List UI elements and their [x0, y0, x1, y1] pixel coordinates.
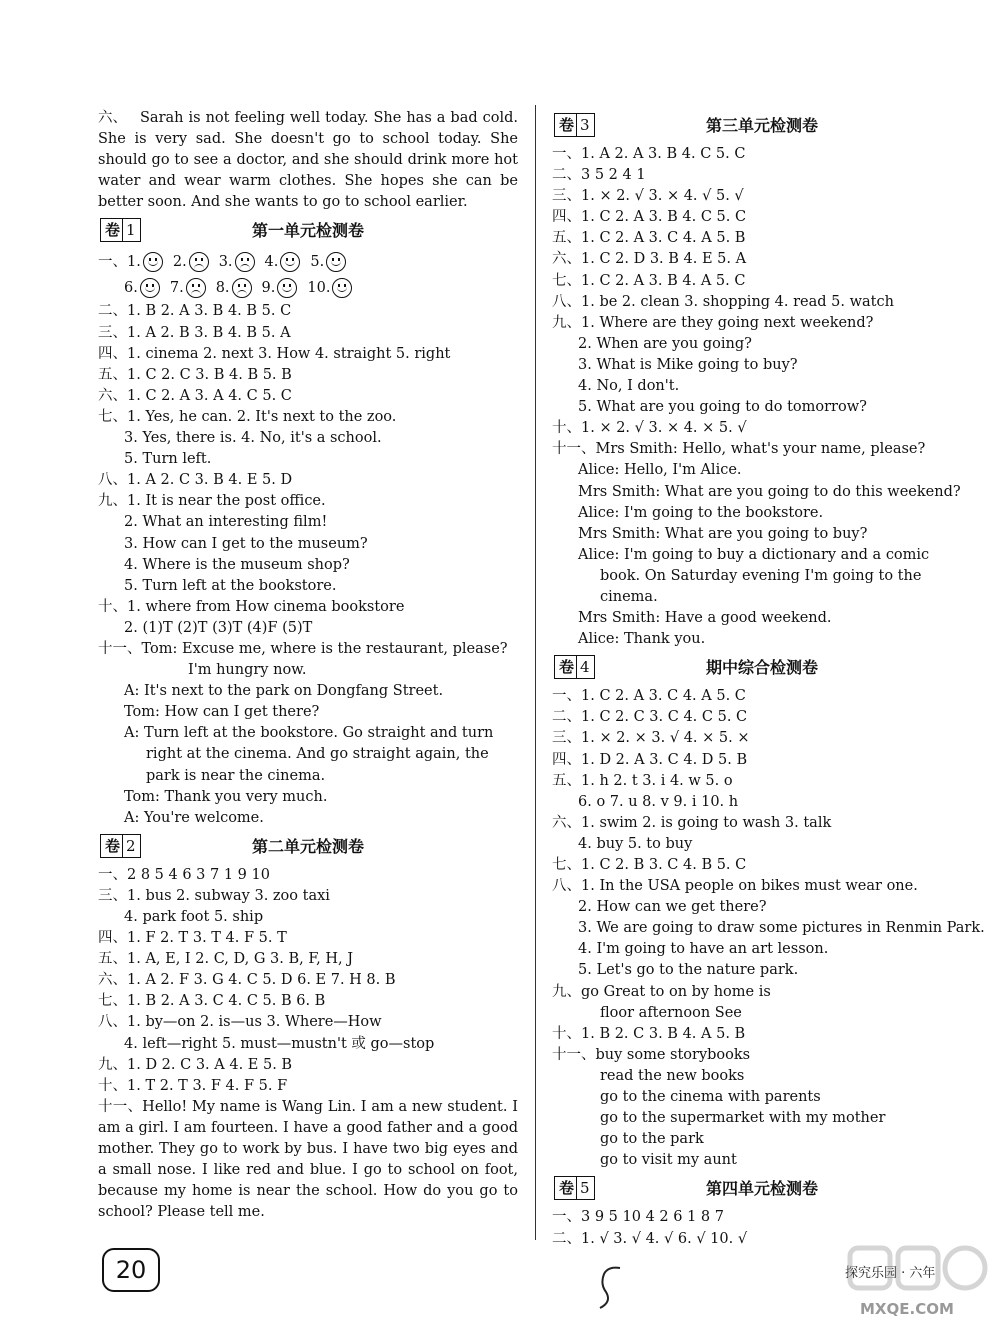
smiley-face-icon [143, 252, 163, 272]
answer-line: go to the cinema with parents [600, 1089, 821, 1106]
answer-line: 十、1. × 2. √ 3. × 4. × 5. √ [552, 420, 747, 437]
section-header-1 [98, 215, 518, 245]
answer-line: 一、2 8 5 4 6 3 7 1 9 10 [98, 866, 270, 883]
answer-line: 三、1. × 2. × 3. √ 4. × 5. × [552, 730, 750, 747]
answer-line: 十、1. B 2. C 3. B 4. A 5. B [552, 1025, 746, 1042]
answer-line: Tom: Thank you very much. [124, 788, 328, 805]
answer-line: 一、3 9 5 10 4 2 6 1 8 7 [552, 1209, 724, 1226]
answer-line: 3. What is Mike going to buy? [578, 356, 798, 373]
answer-line: 5. Turn left at the bookstore. [124, 577, 337, 594]
sad-face-icon [189, 252, 209, 272]
sad-face-icon [186, 278, 206, 298]
answer-line: 2. When are you going? [578, 335, 752, 352]
answer-line: book. On Saturday evening I'm going to the [600, 567, 922, 584]
smiley-face-icon [280, 252, 300, 272]
answer-line: 九、1. D 2. C 3. A 4. E 5. B [98, 1056, 293, 1073]
face-answer [219, 249, 255, 275]
face-number: 8. [215, 280, 230, 297]
answer-line: 三、1. × 2. √ 3. × 4. √ 5. √ [552, 188, 744, 205]
face-number: 5. [310, 254, 325, 271]
answer-line: 4. I'm going to have an art lesson. [578, 941, 829, 958]
face-number: 2. [172, 254, 187, 271]
section-2-answers [98, 865, 518, 1097]
face-number: 3. [218, 254, 233, 271]
answer-line: 4. park foot 5. ship [124, 909, 264, 925]
face-number: 10. [307, 280, 331, 297]
smiley-face-icon [332, 278, 352, 298]
smiley-face-icon [140, 278, 160, 298]
intro-text: Sarah is not feeling well today. She has a bad cold. She is very sad. She doesn't go to school today. She should go to see a doctor, and she should drink more hot water and wear warm clothes. She hopes she can be better soon. And she wants to go to school earlier. [98, 110, 518, 211]
answer-line: 六、1. C 2. D 3. B 4. E 5. A [552, 251, 747, 268]
right-column [552, 108, 985, 1250]
answer-line: 一、1. C 2. A 3. C 4. A 5. C [552, 688, 746, 705]
answer-line: cinema. [600, 588, 658, 605]
face-answer [124, 275, 160, 301]
answer-line: 四、1. F 2. T 3. T 4. F 5. T [98, 930, 287, 947]
section-title-4: 期中综合检测卷 [705, 658, 818, 678]
answer-line: 九、1. Where are they going next weekend? [552, 314, 874, 331]
sad-face-icon [235, 252, 255, 272]
answer-line: right at the cinema. And go straight again, the [146, 746, 489, 763]
answer-line: Mrs Smith: Have a good weekend. [578, 610, 832, 627]
page-number: 20 [102, 1248, 160, 1292]
faces-row-1 [98, 249, 518, 275]
answer-line: 4. left—right 5. must—mustn't 或 go—stop [124, 1035, 435, 1052]
answer-line: 九、go Great to on by home is [552, 983, 771, 1000]
answer-line: 二、1. √ 3. √ 4. √ 6. √ 10. √ [552, 1230, 748, 1247]
tag-number: 1 [122, 219, 136, 241]
left-column [98, 108, 518, 1223]
section-title-3: 第三单元检测卷 [705, 116, 818, 135]
tag-number: 4 [576, 656, 590, 678]
answer-line: 七、1. C 2. B 3. C 4. B 5. C [552, 857, 747, 873]
answer-line: I'm hungry now. [188, 662, 307, 679]
tag-label: 卷 [105, 221, 121, 240]
faces-row-2 [98, 275, 518, 301]
intro-paragraph [98, 108, 518, 213]
face-number: 9. [261, 280, 276, 297]
tag-number: 5 [576, 1177, 590, 1199]
answer-line: 2. (1)T (2)T (3)T (4)F (5)T [124, 619, 313, 636]
answer-line: 4. No, I don't. [578, 378, 680, 395]
answer-line: Alice: I'm going to the bookstore. [578, 504, 824, 521]
pen-scribble-mark [590, 1262, 630, 1312]
watermark-text: MXQE.COM [860, 1300, 954, 1318]
tag-label: 卷 [559, 1179, 575, 1198]
answer-line: A: You're welcome. [124, 809, 264, 826]
section-3-answers [552, 144, 972, 650]
answer-line: Alice: I'm going to buy a dictionary and a comic [578, 546, 930, 563]
section-header-3 [552, 110, 972, 140]
answer-line: 四、1. C 2. A 3. B 4. C 5. C [552, 209, 747, 226]
answer-line: 八、1. A 2. C 3. B 4. E 5. D [98, 472, 293, 489]
footer-text: 探究乐园 · 六年 [845, 1266, 936, 1281]
answer-line: 三、1. bus 2. subway 3. zoo taxi [98, 887, 330, 904]
answer-line: Tom: How can I get there? [124, 704, 320, 721]
answer-line: 七、1. B 2. A 3. C 4. C 5. B 6. B [98, 993, 326, 1010]
face-number: 6. [124, 280, 138, 297]
answer-line: 十、1. T 2. T 3. F 4. F 5. F [98, 1077, 288, 1094]
para-text: Hello! My name is Wang Lin. I am a new student. I am a girl. I am fourteen. I have a good father and a good mother. They go to work by bus. I have two big eyes and a small nose. I like red and blue. I go to school on foot, because my home is near the school. How do you go to school? Please tell me. [98, 1098, 518, 1221]
answer-line: Alice: Thank you. [578, 631, 706, 648]
tag-label: 卷 [105, 836, 121, 855]
answer-line: 七、1. C 2. A 3. B 4. A 5. C [552, 272, 746, 289]
answer-line: 五、1. A, E, I 2. C, D, G 3. B, F, H, J [98, 951, 354, 968]
face-answer [265, 249, 301, 275]
answer-line: 九、1. It is near the post office. [98, 493, 326, 510]
answer-line: 二、3 5 2 4 1 [552, 167, 646, 184]
answer-line: 一、1. A 2. A 3. B 4. C 5. C [552, 146, 746, 162]
section-title-5: 第四单元检测卷 [705, 1179, 818, 1199]
answer-line: 六、1. C 2. A 3. A 4. C 5. C [98, 387, 292, 404]
face-answer [310, 249, 346, 275]
answer-line: 二、1. B 2. A 3. B 4. B 5. C [98, 303, 292, 320]
tag-label: 卷 [559, 116, 575, 134]
answer-line: Mrs Smith: What are you going to do this weekend? [578, 483, 961, 500]
answer-line: park is near the cinema. [146, 767, 326, 784]
answer-line: go to the supermarket with my mother [600, 1110, 886, 1127]
answer-line: A: Turn left at the bookstore. Go straight and turn [124, 725, 494, 742]
answer-line: 七、1. Yes, he can. 2. It's next to the zoo. [98, 408, 397, 425]
face-answer [127, 249, 163, 275]
answer-line: 3. Yes, there is. 4. No, it's a school. [124, 430, 382, 447]
answer-line: 八、1. by—on 2. is—us 3. Where—How [98, 1014, 382, 1031]
sad-face-icon [232, 278, 252, 298]
answer-line: 2. How can we get there? [578, 899, 767, 916]
intro-label: 六、 [98, 110, 127, 126]
section-4-answers [552, 686, 985, 1171]
para-label: 十一、 [98, 1098, 143, 1115]
answer-line: 三、1. A 2. B 3. B 4. B 5. A [98, 324, 291, 341]
answer-line: go to visit my aunt [600, 1152, 737, 1169]
answer-line: 五、1. C 2. C 3. B 4. B 5. B [98, 366, 292, 383]
answer-line: go to the park [600, 1131, 704, 1148]
tag-label: 卷 [559, 658, 575, 677]
answer-line: 六、1. swim 2. is going to wash 3. talk [552, 814, 832, 831]
section-header-5 [552, 1173, 972, 1203]
answer-line: 十一、Tom: Excuse me, where is the restaurant, please? [98, 640, 508, 657]
answer-line: 八、1. In the USA people on bikes must wear one. [552, 878, 918, 895]
answer-line: 八、1. be 2. clean 3. shopping 4. read 5. watch [552, 293, 894, 310]
answer-line: 五、1. h 2. t 3. i 4. w 5. o [552, 772, 733, 789]
section-title-1: 第一单元检测卷 [251, 221, 364, 241]
face-number: 1. [127, 254, 141, 271]
face-number: 7. [169, 280, 184, 297]
column-divider [535, 105, 536, 1240]
answer-line: 五、1. C 2. A 3. C 4. A 5. B [552, 230, 746, 247]
answer-line: A: It's next to the park on Dongfang Street. [124, 683, 444, 700]
answer-line: 2. What an interesting film! [124, 514, 328, 531]
answer-line: 5. What are you going to do tomorrow? [578, 399, 867, 416]
answer-line: 5. Let's go to the nature park. [578, 962, 799, 979]
answer-line: 6. o 7. u 8. v 9. i 10. h [578, 793, 739, 810]
answer-line: 3. How can I get to the museum? [124, 535, 368, 552]
smiley-face-icon [326, 252, 346, 272]
answer-line: read the new books [600, 1067, 745, 1084]
section-header-2 [98, 831, 518, 861]
answer-line: 六、1. A 2. F 3. G 4. C 5. D 6. E 7. H 8. B [98, 972, 396, 989]
answer-line: Alice: Hello, I'm Alice. [578, 462, 742, 479]
tag-number: 3 [576, 114, 590, 136]
answer-line: 十一、Mrs Smith: Hello, what's your name, please? [552, 441, 926, 458]
answer-line: 十一、buy some storybooks [552, 1046, 751, 1063]
section-title-2: 第二单元检测卷 [251, 836, 364, 856]
answer-line: 4. buy 5. to buy [578, 835, 693, 852]
tag-number: 2 [122, 835, 136, 857]
answer-line: 四、1. D 2. A 3. C 4. D 5. B [552, 751, 748, 768]
answer-line: 3. We are going to draw some pictures in Renmin Park. [578, 920, 985, 937]
answer-line: 4. Where is the museum shop? [124, 556, 350, 573]
face-answer [170, 275, 206, 301]
answer-line: 二、1. C 2. C 3. C 4. C 5. C [552, 709, 748, 726]
question-label: 一、 [98, 254, 127, 271]
section-header-4 [552, 652, 972, 682]
answer-line: 十、1. where from How cinema bookstore [98, 598, 405, 615]
section-2-paragraph [98, 1097, 518, 1224]
section-1-answers [98, 301, 518, 828]
answer-line: Mrs Smith: What are you going to buy? [578, 525, 868, 542]
answer-line: 5. Turn left. [124, 451, 212, 468]
face-answer [173, 249, 209, 275]
face-answer [262, 275, 298, 301]
smiley-face-icon [277, 278, 297, 298]
face-answer [216, 275, 252, 301]
face-number: 4. [264, 254, 279, 271]
answer-line: 四、1. cinema 2. next 3. How 4. straight 5. right [98, 345, 451, 362]
face-answer [307, 275, 352, 301]
answer-line: floor afternoon See [600, 1004, 742, 1021]
